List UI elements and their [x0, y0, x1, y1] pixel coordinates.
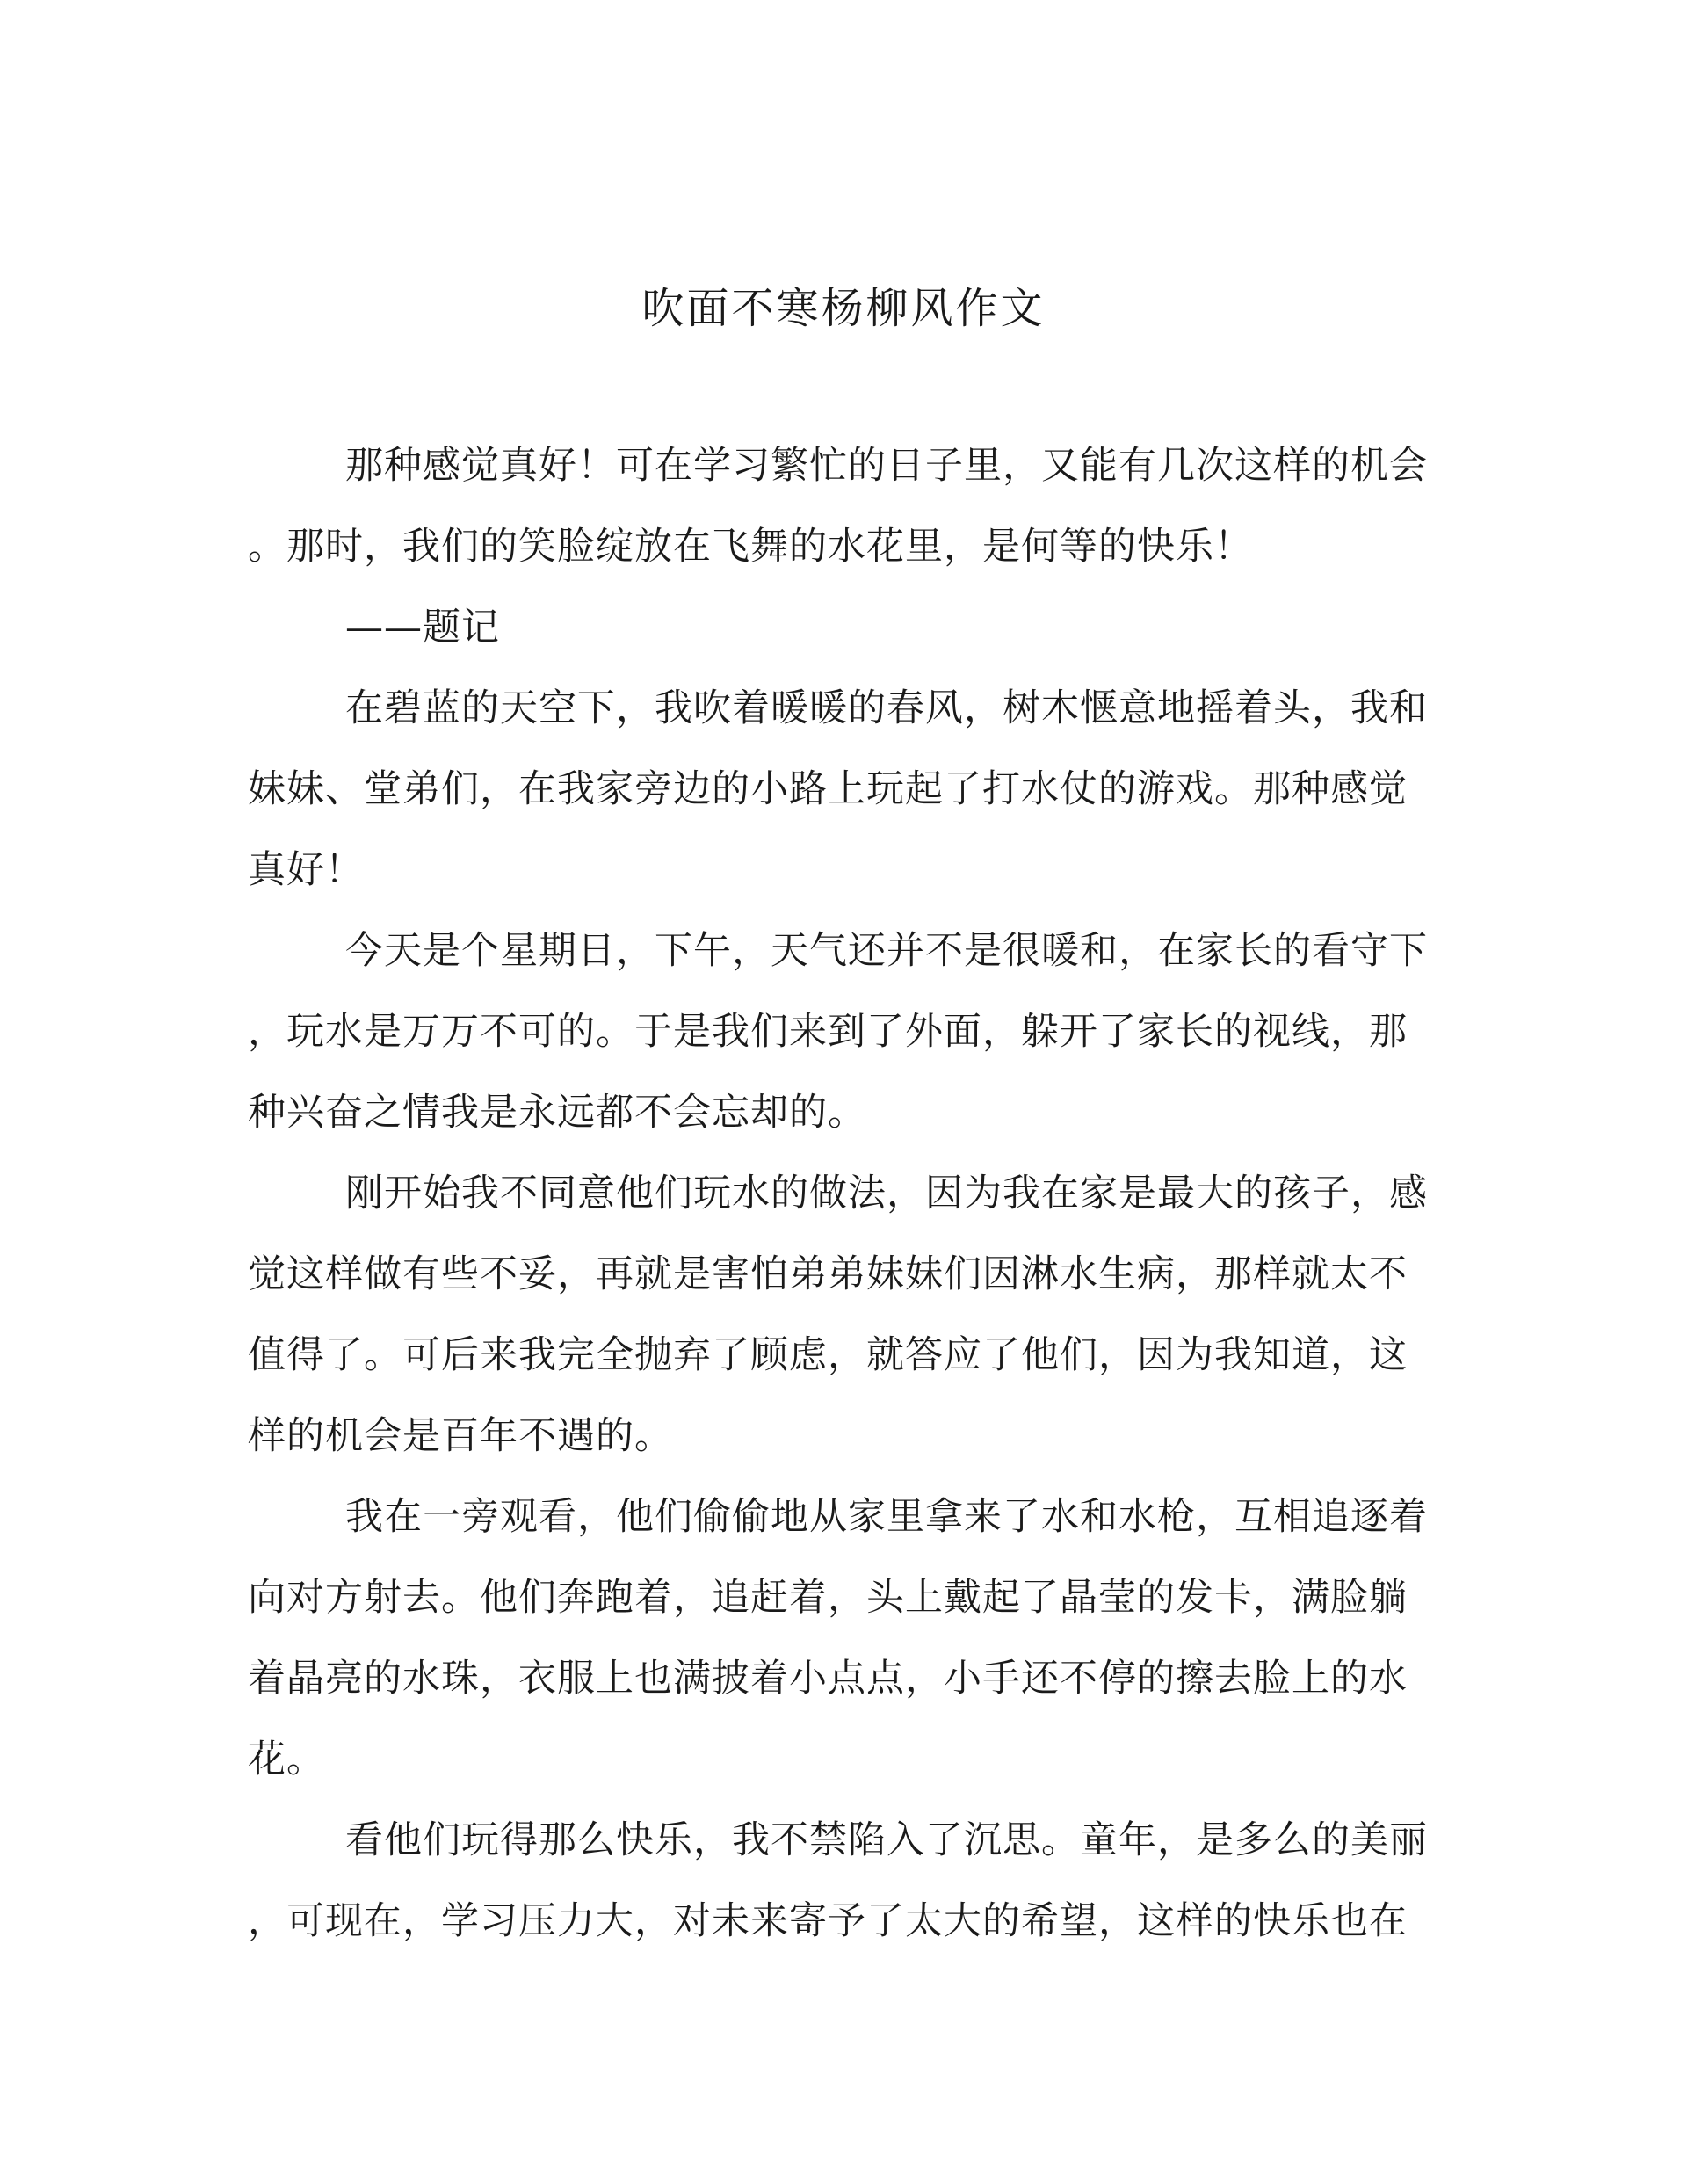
paragraph-line: 看他们玩得那么快乐，我不禁陷入了沉思。童年，是多么的美丽 — [345, 1818, 1428, 1862]
paragraph-line: 着晶亮的水珠，衣服上也满披着小点点，小手还不停的擦去脸上的水 — [248, 1657, 1408, 1701]
paragraph-line: ，可现在，学习压力大，对未来寄予了太大的希望，这样的快乐也在 — [248, 1899, 1408, 1943]
paragraph-line: 真好！ — [248, 848, 364, 892]
paragraph-line: 。那时，我们的笑脸绽放在飞舞的水花里，是何等的快乐！ — [248, 525, 1253, 569]
paragraph-line: 刚开始我不同意他们玩水的做法，因为我在家是最大的孩子，感 — [345, 1172, 1428, 1215]
document-title: 吹面不寒杨柳风作文 — [641, 284, 1046, 333]
paragraph-line: 在碧蓝的天空下，我吹着暖暖的春风，树木惬意地摇着头，我和 — [345, 686, 1428, 730]
paragraph-line: 觉这样做有些不妥，再就是害怕弟弟妹妹们因淋水生病，那样就太不 — [248, 1252, 1408, 1296]
epigraph-signature: ——题记 — [345, 606, 500, 649]
paragraph-line: ，玩水是万万不可的。于是我们来到了外面，躲开了家长的视线，那 — [248, 1010, 1408, 1054]
paragraph-line: 样的机会是百年不遇的。 — [248, 1414, 673, 1458]
paragraph-line: 值得了。可后来我完全抛弃了顾虑，就答应了他们，因为我知道，这 — [248, 1333, 1408, 1377]
paragraph-line: 今天是个星期日，下午，天气还并不是很暖和，在家长的看守下 — [345, 929, 1428, 973]
paragraph-line: 我在一旁观看，他们偷偷地从家里拿来了水和水枪，互相追逐着 — [345, 1495, 1428, 1539]
paragraph-line: 花。 — [248, 1738, 325, 1781]
paragraph-line: 妹妹、堂弟们，在我家旁边的小路上玩起了打水仗的游戏。那种感觉 — [248, 767, 1408, 811]
paragraph-line: 那种感觉真好！可在学习繁忙的日子里，又能有几次这样的机会 — [345, 444, 1428, 488]
paragraph-line: 种兴奋之情我是永远都不会忘却的。 — [248, 1091, 866, 1135]
paragraph-line: 向对方射去。他们奔跑着，追赶着，头上戴起了晶莹的发卡，满脸躺 — [248, 1576, 1408, 1620]
